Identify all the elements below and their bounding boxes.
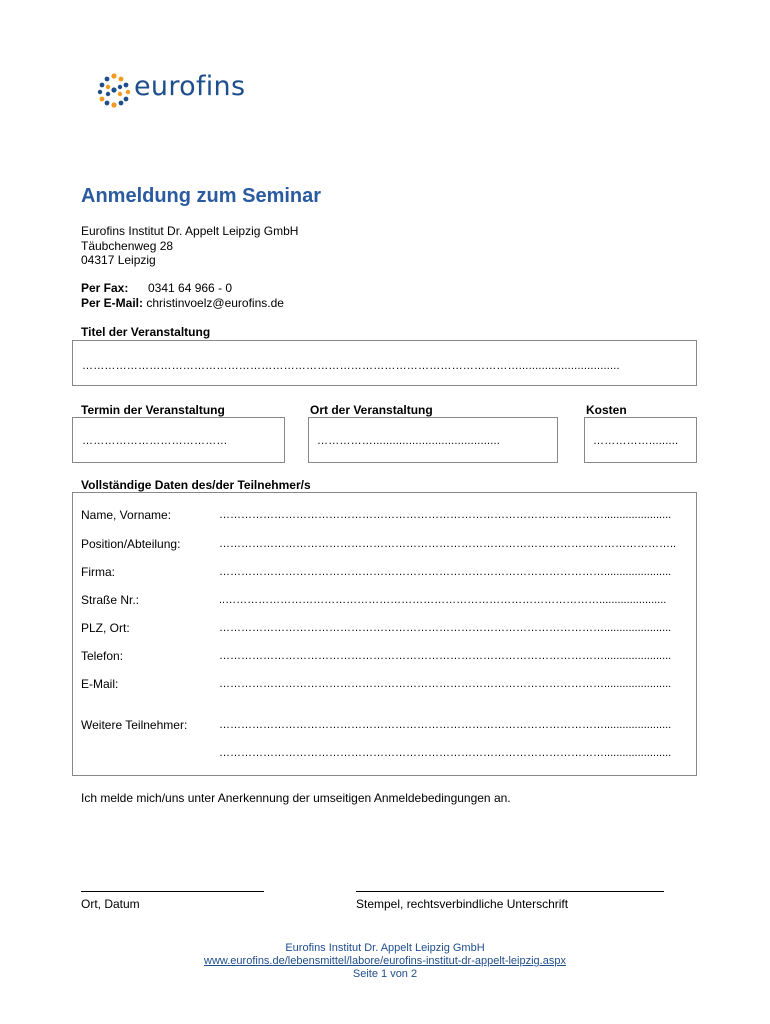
field-label-zip-city: PLZ, Ort: (81, 621, 130, 635)
field-input-zip-city[interactable]: ……………………………………………………………………………………………...................... (219, 622, 672, 634)
footer-page-number: Seite 1 von 2 (352, 968, 418, 980)
field-label-email: E-Mail: (81, 677, 119, 691)
footer-url-link[interactable]: www.eurofins.de/lebensmittel/labore/eurofins-institut-dr-appelt-leipzig.aspx (204, 955, 566, 967)
address-city: 04317 Leipzig (81, 253, 156, 267)
eurofins-logo (96, 70, 246, 110)
event-place-box[interactable] (308, 417, 558, 463)
event-place-label: Ort der Veranstaltung (310, 403, 433, 417)
event-cost-dots: ……………......... (593, 435, 679, 447)
page-title: Anmeldung zum Seminar (81, 185, 322, 207)
event-title-box[interactable] (72, 340, 697, 386)
field-input-name[interactable]: ……………………………………………………………………………………………...................... (219, 509, 672, 521)
contact-block (81, 281, 284, 310)
field-input-company[interactable]: ……………………………………………………………………………………………...................... (219, 566, 672, 578)
acceptance-text: Ich melde mich/uns unter Anerkennung der umseitigen Anmeldebedingungen an. (81, 791, 511, 805)
participants-box (72, 492, 697, 776)
field-input-street[interactable]: ..…………………………………………………………………………………………...................... (219, 594, 667, 606)
address-block (81, 224, 298, 268)
event-date-label: Termin der Veranstaltung (81, 403, 225, 417)
field-label-company: Firma: (81, 565, 115, 579)
fax-label: Per Fax: (81, 281, 129, 295)
field-label-street: Straße Nr.: (81, 593, 140, 607)
footer (0, 942, 770, 981)
field-input-email[interactable]: ……………………………………………………………………………………………...................... (219, 678, 672, 690)
field-input-position[interactable]: …………………………………………………………………………………………………………….. (219, 538, 677, 550)
eurofins-logo-icon (96, 72, 132, 108)
event-date-box[interactable] (72, 417, 285, 463)
event-place-dots: ……………....................................... (317, 435, 500, 447)
email-value: christinvoelz@eurofins.de (146, 295, 284, 310)
email-label: Per E-Mail: (81, 295, 144, 310)
logo-wordmark: eurofins (134, 71, 246, 102)
address-street: Täubchenweg 28 (81, 238, 174, 253)
signature-line-right (356, 891, 664, 892)
field-label-more-participants: Weitere Teilnehmer: (81, 718, 188, 732)
field-input-more-participants-2[interactable]: ……………………………………………………………………………………………...................... (219, 747, 672, 759)
event-cost-box[interactable] (584, 417, 697, 463)
field-label-position: Position/Abteilung: (81, 537, 181, 551)
field-label-phone: Telefon: (81, 649, 124, 663)
event-title-dots: ………………………………………………………………………………………………………............................... (82, 360, 620, 372)
place-date-label: Ort, Datum (81, 897, 140, 911)
event-title-label: Titel der Veranstaltung (81, 325, 211, 339)
fax-value: 0341 64 966 - 0 (148, 281, 233, 295)
field-input-more-participants[interactable]: ……………………………………………………………………………………………...................... (219, 719, 672, 731)
field-label-name: Name, Vorname: (81, 508, 172, 522)
participants-heading: Vollständige Daten des/der Teilnehmer/s (81, 478, 311, 492)
stamp-signature-label: Stempel, rechtsverbindliche Unterschrift (356, 897, 569, 911)
footer-company: Eurofins Institut Dr. Appelt Leipzig GmbH (285, 942, 485, 954)
field-input-phone[interactable]: ……………………………………………………………………………………………...................... (219, 650, 672, 662)
event-date-dots: ………………………………… (82, 435, 228, 447)
event-cost-label: Kosten (586, 403, 627, 417)
address-company: Eurofins Institut Dr. Appelt Leipzig GmbH (81, 224, 299, 238)
signature-line-left (81, 891, 264, 892)
